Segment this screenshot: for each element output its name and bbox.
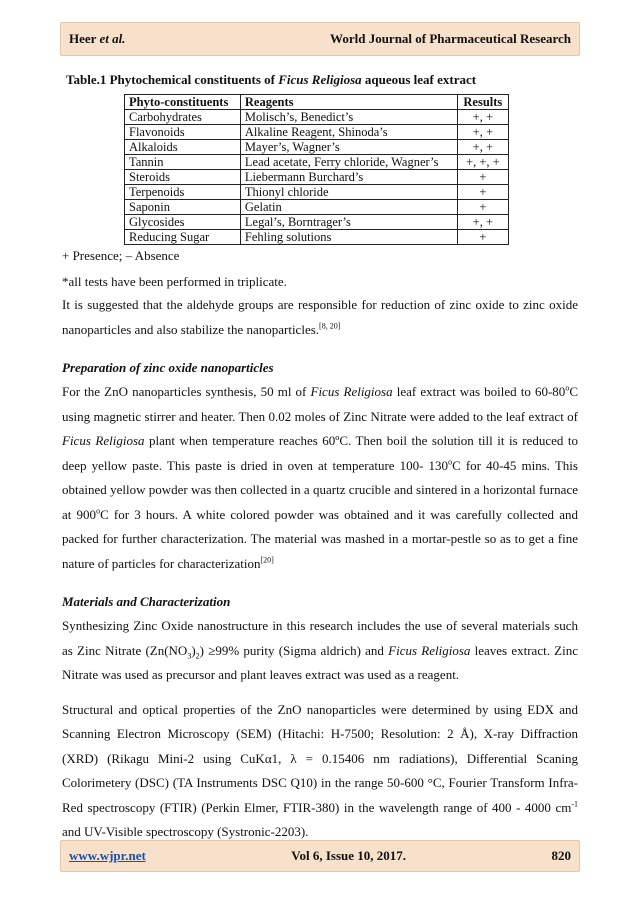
table-cell: Legal’s, Borntrager’s [240,215,457,230]
table-row [125,155,509,170]
header-author: Heer et al. [69,31,126,46]
preparation-paragraph: For the ZnO nanoparticles synthesis, 50 ml of Ficus Religiosa leaf extract was boiled to 60-80$^o$C using magnetic stirrer and heater. Then 0.02 moles of Zinc Nitrate were added to the leaf extract of Ficus Religiosa plant when temperature reaches 60ºC. Then boil the solution till it is reduced to deep yellow paste. This paste is dried in oven at temperature 100- 130$^o$C for 40-45 mins. This obtained yellow powder was then collected in a quartz crucible and sintered in a horizontal furnace at 900$^o$C for 3 hours. A white colored powder was obtained and it was carefully collected and packed for further characterization. The material was mashed in a mortar-pestle so as to get a fine nature of particles for characterization[20] [62,383,578,571]
citation: [8, 20] [319,321,341,331]
page-content [62,70,578,845]
page-footer [60,840,580,872]
table-cell: Molisch’s, Benedict’s [240,110,457,125]
table-cell: Liebermann Burchard’s [240,170,457,185]
preparation-heading: Preparation of zinc oxide nanoparticles [62,360,274,375]
table-cell: Tannin [125,155,241,170]
table-cell: Gelatin [240,200,457,215]
column-header: Results [457,95,508,110]
table-row [125,230,509,245]
table-cell: +, + [457,215,508,230]
journal-link[interactable]: www.wjpr.net [69,848,146,863]
table-cell: Carbohydrates [125,110,241,125]
table-row [125,185,509,200]
table-cell: Glycosides [125,215,241,230]
table-cell: Fehling solutions [240,230,457,245]
triplicate-note: *all tests have been performed in triplicate. [62,274,287,289]
page-number: 820 [551,848,571,863]
table-legend: + Presence; – Absence [62,248,180,263]
table-cell: Flavonoids [125,125,241,140]
column-header: Phyto-constituents [125,95,241,110]
table-cell: + [457,230,508,245]
materials-paragraph: Synthesizing Zinc Oxide nanostructure in this research includes the use of several materials such as Zinc Nitrate $(Zn(NO_3)_2) \ge 99\%$ purity (Sigma aldrich) and Ficus Religiosa leaves extract. Zinc Nitrate was used as precursor and plant leaves extract was used as a reagent. [62,618,579,682]
materials-heading: Materials and Characterization [62,594,231,609]
table-header-row [125,95,509,110]
table-cell: + [457,200,508,215]
header-journal: World Journal of Pharmaceutical Research [330,31,571,46]
table-row [125,170,509,185]
column-header: Reagents [240,95,457,110]
table-cell: Terpenoids [125,185,241,200]
table-row [125,215,509,230]
characterization-paragraph: Structural and optical properties of the ZnO nanoparticles were determined by using EDX and Scanning Electron Microscopy (SEM) (Hitachi: H-7500; Resolution: 2 Å), X-ray Diffraction (XRD) (Rikagu Mini-2 using CuKα1, λ = 0.15406 nm radiations), Differential Scaning Colorimetery (DSC) (TA Instruments DSC Q10) in the range 50-600 °C, Fourier Transform Infra-Red spectroscopy (FTIR) (Perkin Elmer, FTIR-380) in the wavelength range of 400 - 4000 $cm^{-1}$ and UV-Visible spectroscopy (Systronic-2203). [62,701,578,839]
table-cell: + [457,170,508,185]
table-cell: +, + [457,125,508,140]
table-cell: +, +, + [457,155,508,170]
table-cell: Alkaline Reagent, Shinoda’s [240,125,457,140]
table-cell: Mayer’s, Wagner’s [240,140,457,155]
table-row [125,125,509,140]
table-cell: +, + [457,140,508,155]
table-cell: Alkaloids [125,140,241,155]
table-cell: Thionyl chloride [240,185,457,200]
table-cell: Lead acetate, Ferry chloride, Wagner’s [240,155,457,170]
table-cell: +, + [457,110,508,125]
table-cell: Reducing Sugar [125,230,241,245]
citation: [20] [260,555,274,565]
table-cell: Steroids [125,170,241,185]
table-row [125,200,509,215]
aldehyde-paragraph: It is suggested that the aldehyde groups are responsible for reduction of zinc oxide to zinc oxide nanoparticles and also stabilize the nanoparticles.[8, 20] [62,297,578,337]
phytochemical-table [124,94,509,245]
table-row [125,140,509,155]
issue-info: Vol 6, Issue 10, 2017. [291,848,407,863]
table-title: Table.1 Phytochemical constituents of Ficus Religiosa aqueous leaf extract [66,72,477,87]
page-header [60,22,580,56]
table-cell: Saponin [125,200,241,215]
table-row [125,110,509,125]
table-cell: + [457,185,508,200]
